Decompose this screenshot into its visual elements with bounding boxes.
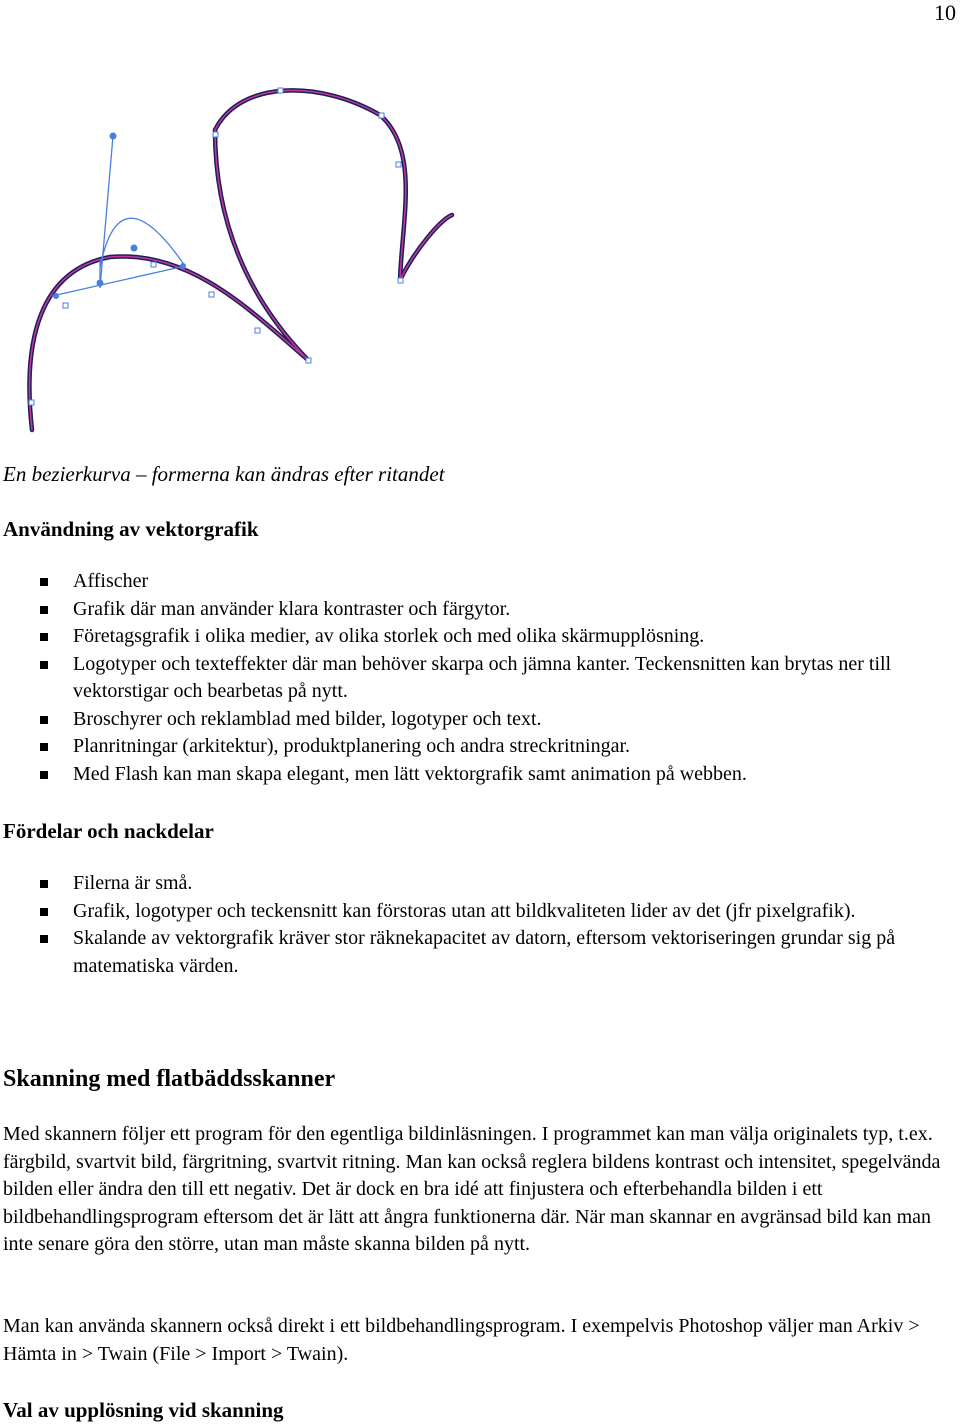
figure-caption: En bezierkurva – formerna kan ändras efter ritandet <box>3 462 445 486</box>
vector-use-list <box>0 568 940 788</box>
pros-cons-list <box>0 870 940 980</box>
heading-vector-use: Användning av vektorgrafik <box>3 517 259 541</box>
list-item: Skalande av vektorgrafik kräver stor räknekapacitet av datorn, eftersom vektoriseringen grundar sig på matematiska värden. <box>0 925 940 980</box>
page-number: 10 <box>934 0 956 25</box>
scanning-paragraph-1: Med skannern följer ett program för den egentliga bildinläsningen. I programmet kan man välja originalets typ, t.ex. färgbild, svartvit bild, färgritning, svartvit ritning. Man kan också reglera bildens kontrast och intensitet, spegelvända bilden eller ändra den till ett negativ. Det är dock en bra idé att finjustera och efterbehandla bilden i ett bildbehandlingsprogram eftersom det är lätt att ångra funktionerna där. När man skannar en avgränsad bild kan man inte senare göra den större, utan man måste skanna bilden på nytt. <box>3 1123 941 1255</box>
heading-resolution: Val av upplösning vid skanning <box>3 1398 284 1422</box>
list-item: Med Flash kan man skapa elegant, men lätt vektorgrafik samt animation på webben. <box>0 761 940 789</box>
curve-nodes <box>29 88 403 405</box>
heading-scanning: Skanning med flatbäddsskanner <box>3 1066 336 1092</box>
scanning-paragraph-2: Man kan använda skannern också direkt i ett bildbehandlingsprogram. I exempelvis Photoshop väljer man Arkiv > Hämta in > Twain (File > Import > Twain). <box>3 1315 920 1365</box>
list-item: Broschyrer och reklamblad med bilder, logotyper och text. <box>0 706 940 734</box>
heading-pros-cons: Fördelar och nackdelar <box>3 819 214 843</box>
list-item: Företagsgrafik i olika medier, av olika storlek och med olika skärmupplösning. <box>0 623 940 651</box>
bezier-curve-figure <box>0 70 470 440</box>
list-item: Grafik, logotyper och teckensnitt kan förstoras utan att bildkvaliteten lider av det (jfr pixelgrafik). <box>0 898 940 926</box>
list-item: Logotyper och texteffekter där man behöver skarpa och jämna kanter. Teckensnitten kan brytas ner till vektorstigar och bearbetas på nytt. <box>0 651 940 706</box>
list-item: Planritningar (arkitektur), produktplanering och andra streckritningar. <box>0 733 940 761</box>
list-item: Filerna är små. <box>0 870 940 898</box>
list-item: Affischer <box>0 568 940 596</box>
list-item: Grafik där man använder klara kontraster och färgytor. <box>0 596 940 624</box>
